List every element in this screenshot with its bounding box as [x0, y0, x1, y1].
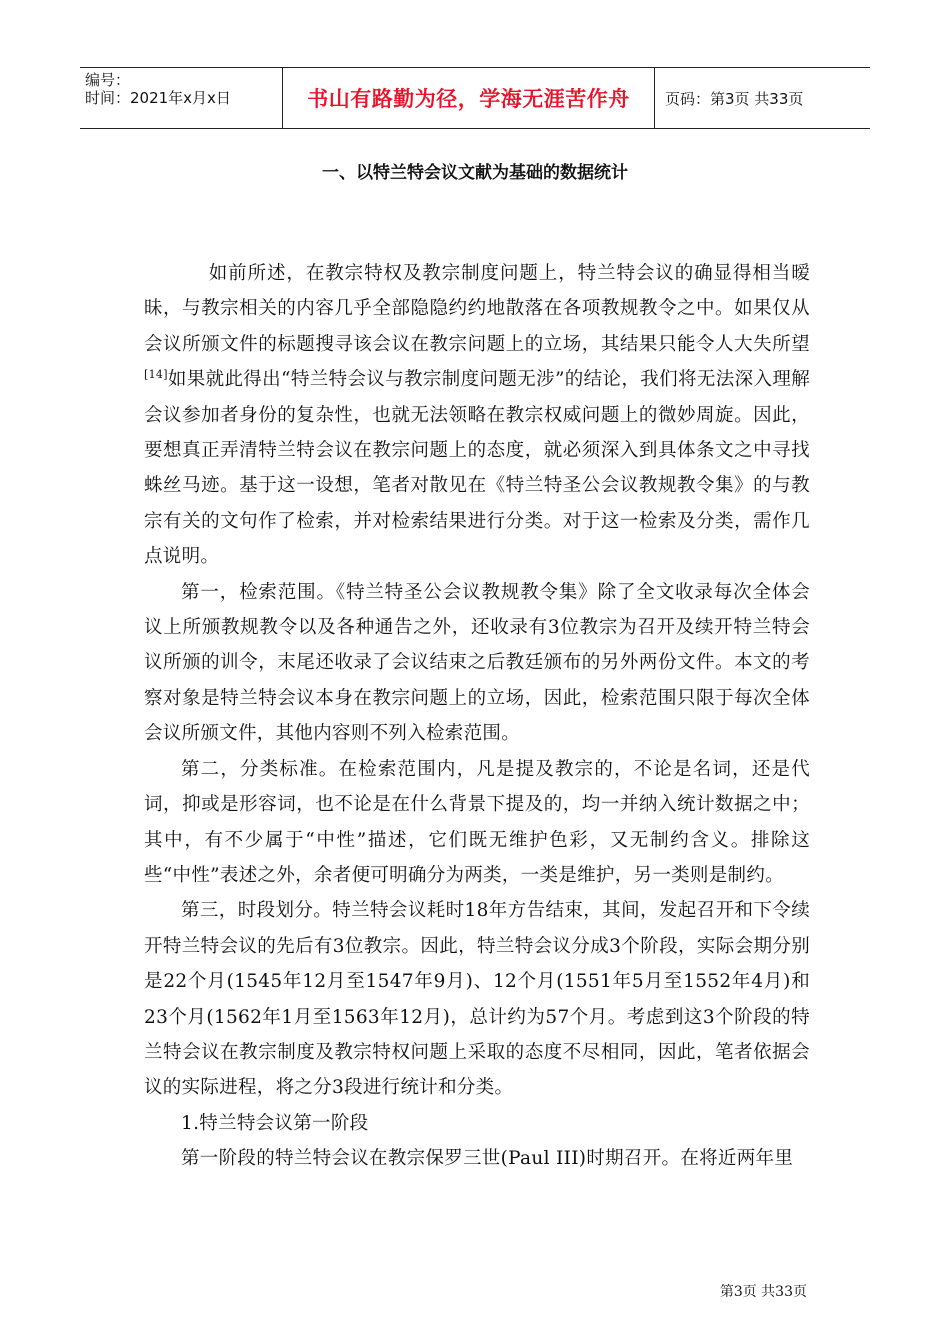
paragraph-2: 第一，检索范围。《特兰特圣公会议教规教令集》除了全文收录每次全体会议上所颁教规教令以及各种通告之外，还收录有3位教宗为召开及续开特兰特会议所颁的训令，末尾还收录了会议结束之后教廷颁布的另外两份文件。本文的考察对象是特兰特会议本身在教宗问题上的立场，因此，检索范围只限于每次全体会议所颁文件，其他内容则不列入检索范围。: [144, 581, 810, 745]
motto-text: 书山有路勤为径，学海无涯苦作舟: [307, 87, 630, 111]
paragraph-1: [144, 256, 810, 575]
header-meta: [80, 68, 282, 128]
section-title: 一、以特兰特会议文献为基础的数据统计: [322, 163, 628, 183]
paragraph-4: 第三，时段划分。特兰特会议耗时18年方告结束，其间，发起召开和下令续开特兰特会议的先后有3位教宗。因此，特兰特会议分成3个阶段，实际会期分别是22个月(1545年12月至1547年9月)、12个月(1551年5月至1552年4月)和23个月(1562年1月至1563年12月)，总计约为57个月。考虑到这3个阶段的特兰特会议在教宗制度及教宗特权问题上采取的态度不尽相同，因此，笔者依据会议的实际进程，将之分3段进行统计和分类。: [144, 900, 810, 1099]
page-header: [80, 67, 870, 129]
subheading: 1.特兰特会议第一阶段: [181, 1112, 369, 1134]
paragraph-3: 第二，分类标准。在检索范围内，凡是提及教宗的，不论是名词，还是代词，抑或是形容词，也不论是在什么背景下提及的，均一并纳入统计数据之中；其中，有不少属于“中性”描述，它们既无维护色彩，又无制约含义。排除这些“中性”表述之外，余者便可明确分为两类，一类是维护，另一类则是制约。: [144, 758, 810, 886]
time-label: 时间：2021年x月x日: [85, 89, 231, 107]
paragraph-1-text-b: 如果就此得出“特兰特会议与教宗制度问题无涉”的结论，我们将无法深入理解会议参加者身份的复杂性，也就无法领略在教宗权威问题上的微妙周旋。因此，要想真正弄清特兰特会议在教宗问题上的态度，就必须深入到具体条文之中寻找蛛丝马迹。基于这一设想，笔者对散见在《特兰特圣公会议教规教令集》的与教宗有关的文句作了检索，并对检索结果进行分类。对于这一检索及分类，需作几点说明。: [144, 369, 810, 568]
header-page-code: [655, 68, 870, 128]
page-code-text: 页码：第3页 共33页: [665, 89, 804, 108]
number-label: 编号：: [85, 71, 131, 89]
body-text: [144, 256, 810, 1177]
paragraph-5: 第一阶段的特兰特会议在教宗保罗三世(Paul III)时期召开。在将近两年里: [181, 1148, 794, 1170]
citation-ref: [14]: [144, 368, 168, 382]
page-footer: 第3页 共33页: [719, 1284, 807, 1300]
header-motto-cell: [282, 68, 655, 128]
paragraph-1-text-a: 如前所述，在教宗特权及教宗制度问题上，特兰特会议的确显得相当暧昧，与教宗相关的内容几乎全部隐隐约约地散落在各项教规教令之中。如果仅从会议所颁文件的标题搜寻该会议在教宗问题上的立场，其结果只能令人大失所望: [144, 263, 810, 355]
